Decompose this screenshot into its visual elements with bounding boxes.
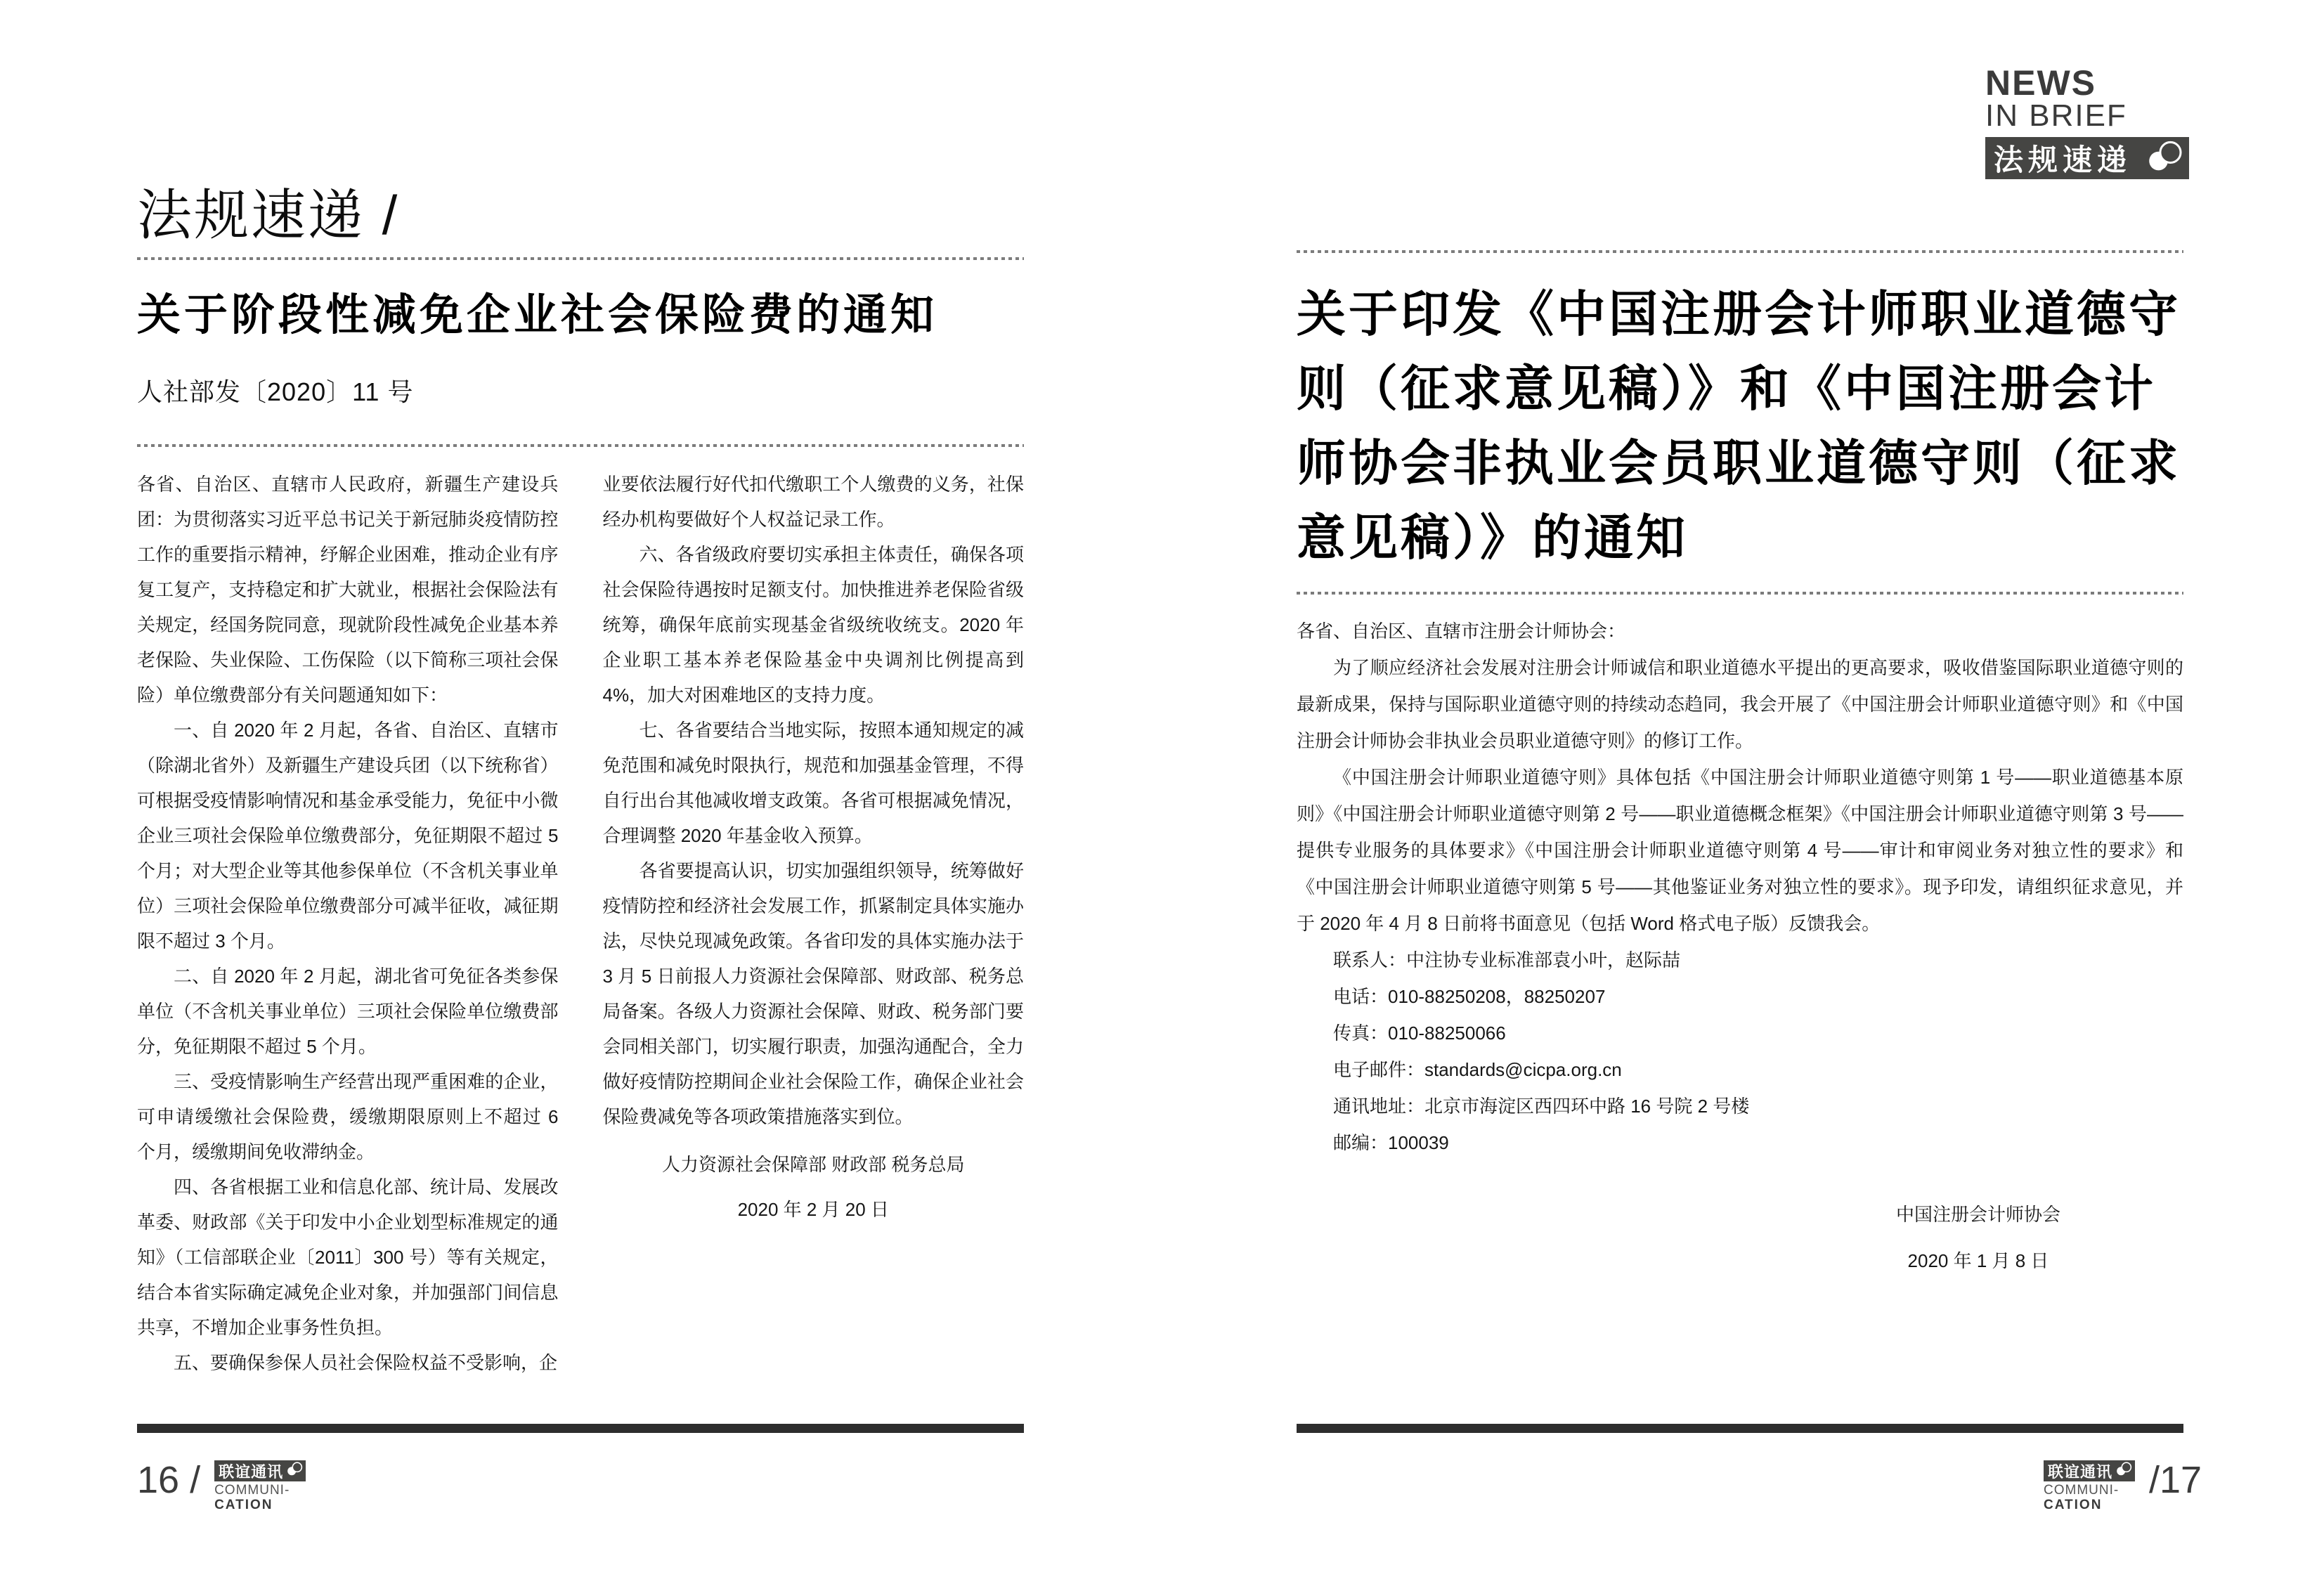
body-paragraph: 二、自 2020 年 2 月起，湖北省可免征各类参保单位（不含机关事业单位）三项社会保险单位缴费部分，免征期限不超过 5 个月。 <box>137 966 559 1057</box>
magazine-logo-label: 联谊通讯 <box>2048 1462 2113 1481</box>
body-column-2 <box>603 467 1025 1380</box>
overlapping-circles-icon <box>2115 1462 2132 1480</box>
magazine-logo <box>214 1460 306 1512</box>
body-paragraph: 七、各省要结合当地实际，按照本通知规定的减免范围和减免时限执行，规范和加强基金管理，不得自行出台其他减收增支政策。各省可根据减免情况，合理调整 2020 年基金收入预算。 <box>602 720 1024 846</box>
right-article-body <box>1297 613 2183 1279</box>
magazine-logo-sub1: COMMUNI- <box>2044 1483 2119 1498</box>
magazine-logo-sub1: COMMUNI- <box>214 1483 290 1498</box>
body-paragraph: 传真：010-88250066 <box>1333 1023 1506 1044</box>
body-paragraph: 各省要提高认识，切实加强组织领导，统筹做好疫情防控和经济社会发展工作，抓紧制定具体实施办法，尽快兑现减免政策。各省印发的具体实施办法于 3 月 5 日前报人力资源社会保障部、财政部、税务总局备案。各级人力资源社会保障、财政、税务部门要会同相关部门，切实履行职责，加强沟通配合，全力做好疫情防控期间企业社会保险工作，确保企业社会保险费减免等各项政策措施落实到位。 <box>602 860 1024 1127</box>
body-paragraph: 联系人：中注协专业标准部袁小叶，赵际喆 <box>1333 949 1681 971</box>
body-paragraph: 各省、自治区、直辖市人民政府，新疆生产建设兵团：为贯彻落实习近平总书记关于新冠肺炎疫情防控工作的重要指示精神，纾解企业困难，推动企业有序复工复产，支持稳定和扩大就业，根据社会保险法有关规定，经国务院同意，现就阶段性减免企业基本养老保险、失业保险、工伤保险（以下简称三项社会保险）单位缴费部分有关问题通知如下： <box>137 474 559 706</box>
page-number-right: /17 <box>2149 1459 2202 1501</box>
title-line: 关于印发《中国注册会计师职业道德守 <box>1297 287 2181 342</box>
signature-org: 中国注册会计师协会 <box>1895 1204 2060 1225</box>
section-badge <box>1985 137 2189 179</box>
title-line: 意见稿）》的通知 <box>1297 510 1688 565</box>
footer-right <box>2044 1460 2202 1512</box>
overlapping-circles-icon <box>286 1462 303 1480</box>
left-signature-block <box>603 1147 1025 1227</box>
magazine-logo-sub2: CATION <box>214 1498 273 1512</box>
body-column-1 <box>137 467 559 1380</box>
body-paragraph: 五、要确保参保人员社会保险权益不受影响，企 <box>174 1352 558 1373</box>
magazine-logo <box>2044 1460 2135 1512</box>
body-paragraph: 《中国注册会计师职业道德守则》具体包括《中国注册会计师职业道德守则第 1 号——职业道德基本原则》《中国注册会计师职业道德守则第 2 号——职业道德概念框架》《中国注册会计师职业道德守则第 3 号——提供专业服务的具体要求》《中国注册会计师职业道德守则第 4 号——审计和审阅业务对独立性的要求》和《中国注册会计师职业道德守则第 5 号——其他鉴证业务对独立性的要求》。现予印发，请组织征求意见，并于 2020 年 4 月 8 日前将书面意见（包括 Word 格式电子版）反馈我会。 <box>1297 767 2183 934</box>
section-badge-label: 法规速递 <box>1994 143 2132 176</box>
document-number: 人社部发〔2020〕11 号 <box>137 377 414 406</box>
left-article-body <box>137 467 1024 1380</box>
signature-date: 2020 年 2 月 20 日 <box>737 1199 889 1220</box>
right-article-title <box>1297 277 2203 575</box>
magazine-logo-sub2: CATION <box>2044 1498 2103 1512</box>
news-word: NEWS <box>1985 63 2096 103</box>
magazine-logo-badge <box>214 1460 306 1481</box>
in-brief-word: IN BRIEF <box>1985 98 2127 133</box>
page-number-left: 16 / <box>137 1459 201 1501</box>
body-paragraph: 各省、自治区、直辖市注册会计师协会： <box>1297 621 1626 642</box>
magazine-logo-badge <box>2044 1460 2135 1481</box>
body-paragraph: 三、受疫情影响生产经营出现严重困难的企业，可申请缓缴社会保险费，缓缴期限原则上不超过 6 个月，缓缴期间免收滞纳金。 <box>137 1071 559 1162</box>
body-paragraph: 为了顺应经济社会发展对注册会计师诚信和职业道德水平提出的更高要求，吸收借鉴国际职业道德守则的最新成果，保持与国际职业道德守则的持续动态趋同，我会开展了《中国注册会计师职业道德守则》和《中国注册会计师协会非执业会员职业道德守则》的修订工作。 <box>1297 657 2183 751</box>
news-in-brief-logo <box>1985 63 2189 179</box>
title-line: 则（征求意见稿）》和《中国注册会计 <box>1297 361 2156 416</box>
body-paragraph: 通讯地址：北京市海淀区西四环中路 16 号院 2 号楼 <box>1333 1096 1750 1117</box>
left-article-title: 关于阶段性减免企业社会保险费的通知 <box>137 291 938 339</box>
section-heading: 法规速递 / <box>137 184 400 246</box>
signature-date: 2020 年 1 月 8 日 <box>1907 1250 2049 1271</box>
body-paragraph: 六、各省级政府要切实承担主体责任，确保各项社会保险待遇按时足额支付。加快推进养老保险省级统筹，确保年底前实现基金省级统收统支。2020 年企业职工基本养老保险基金中央调剂比例提高到 4%，加大对困难地区的支持力度。 <box>602 544 1024 706</box>
right-body-paragraphs <box>1297 613 2183 1161</box>
right-signature-block <box>1781 1196 2175 1279</box>
magazine-logo-label: 联谊通讯 <box>219 1462 284 1481</box>
body-paragraph: 一、自 2020 年 2 月起，各省、自治区、直辖市（除湖北省外）及新疆生产建设兵团（以下统称省）可根据受疫情影响情况和基金承受能力，免征中小微企业三项社会保险单位缴费部分，免征期限不超过 5 个月；对大型企业等其他参保单位（不含机关事业单位）三项社会保险单位缴费部分可减半征收，减征期限不超过 3 个月。 <box>137 720 559 952</box>
body-column-2-paragraphs <box>603 467 1025 1134</box>
body-paragraph: 四、各省根据工业和信息化部、统计局、发展改革委、财政部《关于印发中小企业划型标准规定的通知》（工信部联企业〔2011〕300 号）等有关规定，结合本省实际确定减免企业对象，并加强部门间信息共享，不增加企业事务性负担。 <box>137 1176 559 1338</box>
body-paragraph: 邮编：100039 <box>1333 1132 1449 1153</box>
body-paragraph: 电子邮件：standards@cicpa.org.cn <box>1333 1059 1622 1080</box>
signature-org: 人力资源社会保障部 财政部 税务总局 <box>662 1154 965 1175</box>
footer-left <box>137 1460 306 1512</box>
dotted-divider <box>137 257 1024 260</box>
body-paragraph: 业要依法履行好代扣代缴职工个人缴费的义务，社保经办机构要做好个人权益记录工作。 <box>602 474 1024 530</box>
body-paragraph: 电话：010-88250208，88250207 <box>1333 986 1606 1007</box>
dotted-divider <box>1297 592 2183 595</box>
dotted-divider <box>137 444 1024 447</box>
title-line: 师协会非执业会员职业道德守则（征求 <box>1297 436 2181 491</box>
footer-rule <box>137 1424 1024 1433</box>
overlapping-circles-icon <box>2146 141 2183 176</box>
footer-rule <box>1297 1424 2183 1433</box>
dotted-divider <box>1297 250 2183 253</box>
